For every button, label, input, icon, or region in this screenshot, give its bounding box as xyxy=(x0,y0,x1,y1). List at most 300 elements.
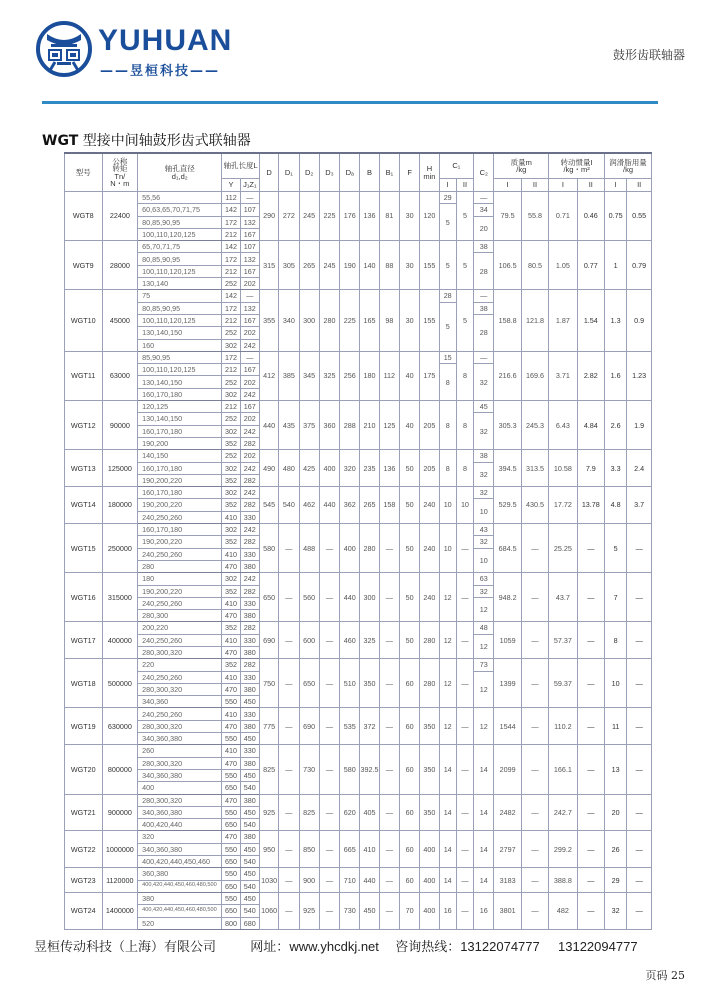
torque-cell: 125000 xyxy=(102,450,138,487)
cell-f: 30 xyxy=(399,290,419,351)
length-j-cell: 242 xyxy=(240,339,259,351)
length-j-cell: 242 xyxy=(240,425,259,437)
length-y-cell: 112 xyxy=(222,192,240,204)
length-j-cell: 242 xyxy=(240,573,259,585)
bore-cell: 180 xyxy=(138,573,222,585)
length-y-cell: 470 xyxy=(222,720,240,732)
length-j-cell: 380 xyxy=(240,560,259,572)
bore-cell: 520 xyxy=(138,917,222,929)
length-j-cell: 202 xyxy=(240,327,259,339)
inertia-ii-cell: 2.82 xyxy=(577,351,604,400)
inertia-i-cell: 166.1 xyxy=(549,745,577,794)
bore-cell: 160,170,180 xyxy=(138,524,222,536)
mass-i-cell: 948.2 xyxy=(494,573,521,622)
bore-cell: 260 xyxy=(138,745,222,757)
c2-cell: 32 xyxy=(474,536,494,548)
cell-d1: — xyxy=(279,622,299,659)
c2-cell: 28 xyxy=(474,253,494,290)
cell-d2: 900 xyxy=(299,868,319,893)
c2-cell: 16 xyxy=(474,892,494,929)
bore-cell: 200,220 xyxy=(138,622,222,634)
inertia-i-cell: 17.72 xyxy=(549,487,577,524)
c2-cell: 12 xyxy=(474,671,494,708)
length-y-cell: 650 xyxy=(222,905,240,917)
table-row xyxy=(65,192,652,204)
length-y-cell: 550 xyxy=(222,733,240,745)
table-row xyxy=(65,450,652,462)
cell-da: 256 xyxy=(340,351,360,400)
length-y-cell: 302 xyxy=(222,487,240,499)
col-B1: B₁ xyxy=(379,153,399,192)
bore-cell: 320 xyxy=(138,831,222,843)
inertia-i-cell: 1.87 xyxy=(549,290,577,351)
model-cell: WGT19 xyxy=(65,708,103,745)
bore-cell: 160 xyxy=(138,339,222,351)
bore-cell: 340,360,380 xyxy=(138,843,222,855)
inertia-ii-cell: 0.46 xyxy=(577,192,604,241)
cell-b1: — xyxy=(379,794,399,831)
bore-cell: 100,110,120,125 xyxy=(138,265,222,277)
bore-cell: 280 xyxy=(138,560,222,572)
cell-b: 450 xyxy=(360,892,379,929)
col-model: 型号 xyxy=(65,153,103,192)
cell-h: 120 xyxy=(420,192,439,241)
length-j-cell: 167 xyxy=(240,314,259,326)
c1-ii-cell: — xyxy=(456,794,473,831)
model-cell: WGT14 xyxy=(65,487,103,524)
col-D2: D₂ xyxy=(299,153,319,192)
page-title xyxy=(42,130,251,150)
length-j-cell: 242 xyxy=(240,388,259,400)
bore-cell: 220 xyxy=(138,659,222,671)
length-j-cell: — xyxy=(240,290,259,302)
length-j-cell: 282 xyxy=(240,536,259,548)
cell-da: 400 xyxy=(340,524,360,573)
bore-cell: 340,360 xyxy=(138,696,222,708)
cell-d3: — xyxy=(319,659,339,708)
cell-f: 60 xyxy=(399,868,419,893)
cell-b: 410 xyxy=(360,831,379,868)
length-j-cell: 540 xyxy=(240,856,259,868)
inertia-ii-cell: 0.77 xyxy=(577,241,604,290)
col-inertia-ii: II xyxy=(577,179,604,192)
cell-da: 440 xyxy=(340,573,360,622)
length-j-cell: 540 xyxy=(240,819,259,831)
grease-i-cell: 8 xyxy=(605,622,627,659)
col-grease-ii: II xyxy=(627,179,652,192)
length-y-cell: 650 xyxy=(222,819,240,831)
length-y-cell: 550 xyxy=(222,892,240,904)
cell-d2: 375 xyxy=(299,401,319,450)
length-j-cell: 450 xyxy=(240,843,259,855)
mass-i-cell: 305.3 xyxy=(494,401,521,450)
col-length-j: J₁Z₁ xyxy=(240,179,259,192)
cell-b1: 88 xyxy=(379,241,399,290)
c1-ii-cell: 5 xyxy=(456,241,473,290)
c2-cell: 32 xyxy=(474,413,494,450)
bore-cell: 100,110,120,125 xyxy=(138,228,222,240)
mass-i-cell: 2797 xyxy=(494,831,521,868)
grease-ii-cell: — xyxy=(627,659,652,708)
bore-cell: 240,250,260 xyxy=(138,597,222,609)
cell-d1: — xyxy=(279,708,299,745)
cell-d1: 385 xyxy=(279,351,299,400)
cell-b1: — xyxy=(379,708,399,745)
mass-i-cell: 216.6 xyxy=(494,351,521,400)
cell-d2: 730 xyxy=(299,745,319,794)
cell-b1: — xyxy=(379,524,399,573)
bore-cell: 80,85,90,95 xyxy=(138,302,222,314)
mass-ii-cell: — xyxy=(521,831,548,868)
cell-h: 400 xyxy=(420,868,439,893)
spec-table-body xyxy=(65,192,652,930)
length-j-cell: 282 xyxy=(240,474,259,486)
length-j-cell: 380 xyxy=(240,794,259,806)
cell-d: 650 xyxy=(259,573,278,622)
inertia-ii-cell: — xyxy=(577,745,604,794)
cell-d1: — xyxy=(279,524,299,573)
cell-d: 1030 xyxy=(259,868,278,893)
grease-ii-cell: 0.55 xyxy=(627,192,652,241)
length-y-cell: 470 xyxy=(222,831,240,843)
grease-i-cell: 1.3 xyxy=(605,290,627,351)
bore-cell: 140,150 xyxy=(138,450,222,462)
cell-f: 70 xyxy=(399,892,419,929)
length-y-cell: 302 xyxy=(222,339,240,351)
length-y-cell: 302 xyxy=(222,425,240,437)
cell-d3: — xyxy=(319,794,339,831)
inertia-ii-cell: 4.84 xyxy=(577,401,604,450)
bore-cell: 130,140,150 xyxy=(138,376,222,388)
spec-table xyxy=(64,152,652,930)
c1-i-cell: 12 xyxy=(439,708,456,745)
length-y-cell: 172 xyxy=(222,302,240,314)
cell-d2: 300 xyxy=(299,290,319,351)
bore-cell: 340,360,380 xyxy=(138,806,222,818)
cell-d: 355 xyxy=(259,290,278,351)
grease-i-cell: 20 xyxy=(605,794,627,831)
length-j-cell: 242 xyxy=(240,487,259,499)
length-j-cell: 450 xyxy=(240,806,259,818)
cell-f: 30 xyxy=(399,241,419,290)
cell-d: 290 xyxy=(259,192,278,241)
length-y-cell: 352 xyxy=(222,499,240,511)
grease-i-cell: 29 xyxy=(605,868,627,893)
c1-i-cell: 8 xyxy=(439,450,456,487)
bore-cell: 400 xyxy=(138,782,222,794)
length-j-cell: 167 xyxy=(240,228,259,240)
cell-f: 60 xyxy=(399,659,419,708)
bore-cell: 240,250,260 xyxy=(138,634,222,646)
table-row xyxy=(65,241,652,253)
length-y-cell: 212 xyxy=(222,364,240,376)
grease-ii-cell: — xyxy=(627,745,652,794)
c2-cell: 10 xyxy=(474,499,494,524)
inertia-i-cell: 482 xyxy=(549,892,577,929)
table-row xyxy=(65,794,652,806)
cell-h: 155 xyxy=(420,290,439,351)
length-y-cell: 550 xyxy=(222,806,240,818)
cell-d1: — xyxy=(279,745,299,794)
cell-b1: 125 xyxy=(379,401,399,450)
length-y-cell: 470 xyxy=(222,794,240,806)
c2-cell: 14 xyxy=(474,868,494,893)
c2-cell: 20 xyxy=(474,216,494,241)
mass-i-cell: 684.5 xyxy=(494,524,521,573)
c1-i-top-cell: 28 xyxy=(439,290,456,302)
length-y-cell: 550 xyxy=(222,843,240,855)
length-y-cell: 550 xyxy=(222,696,240,708)
length-y-cell: 410 xyxy=(222,548,240,560)
cell-b1: 158 xyxy=(379,487,399,524)
length-j-cell: 202 xyxy=(240,278,259,290)
mass-i-cell: 158.8 xyxy=(494,290,521,351)
cell-f: 50 xyxy=(399,524,419,573)
c1-i-cell: 14 xyxy=(439,831,456,868)
mass-i-cell: 1544 xyxy=(494,708,521,745)
cell-b: 180 xyxy=(360,351,379,400)
bore-cell: 65,70,71,75 xyxy=(138,241,222,253)
cell-f: 50 xyxy=(399,573,419,622)
cell-h: 280 xyxy=(420,622,439,659)
cell-d3: — xyxy=(319,868,339,893)
grease-i-cell: 1.6 xyxy=(605,351,627,400)
cell-f: 50 xyxy=(399,622,419,659)
length-y-cell: 252 xyxy=(222,327,240,339)
mass-i-cell: 394.5 xyxy=(494,450,521,487)
table-row xyxy=(65,708,652,720)
length-y-cell: 410 xyxy=(222,597,240,609)
title-prefix: WGT xyxy=(42,133,79,149)
length-j-cell: — xyxy=(240,192,259,204)
bore-cell: 160,170,180 xyxy=(138,388,222,400)
grease-ii-cell: 1.23 xyxy=(627,351,652,400)
torque-cell: 250000 xyxy=(102,524,138,573)
col-C2: C₂ xyxy=(474,153,494,192)
bore-cell: 240,250,260 xyxy=(138,511,222,523)
model-cell: WGT18 xyxy=(65,659,103,708)
c2-cell: 14 xyxy=(474,745,494,794)
cell-d3: — xyxy=(319,708,339,745)
cell-d1: 340 xyxy=(279,290,299,351)
c1-i-cell: 5 xyxy=(439,302,456,351)
cell-b1: — xyxy=(379,573,399,622)
col-grease: 润滑脂用量 /kg xyxy=(605,153,652,179)
inertia-i-cell: 43.7 xyxy=(549,573,577,622)
c2-cell: 34 xyxy=(474,204,494,216)
c1-i-top-cell: 29 xyxy=(439,192,456,204)
cell-d2: 560 xyxy=(299,573,319,622)
length-y-cell: 410 xyxy=(222,745,240,757)
cell-da: 730 xyxy=(340,892,360,929)
cell-d3: 245 xyxy=(319,241,339,290)
c1-i-cell: 12 xyxy=(439,573,456,622)
length-j-cell: 380 xyxy=(240,610,259,622)
cell-d2: 825 xyxy=(299,794,319,831)
c1-i-cell: 16 xyxy=(439,892,456,929)
inertia-ii-cell: 1.54 xyxy=(577,290,604,351)
length-y-cell: 142 xyxy=(222,290,240,302)
cell-b1: 112 xyxy=(379,351,399,400)
cell-b: 140 xyxy=(360,241,379,290)
grease-ii-cell: — xyxy=(627,831,652,868)
cell-d: 750 xyxy=(259,659,278,708)
cell-d3: — xyxy=(319,524,339,573)
c2-cell: 38 xyxy=(474,450,494,462)
c1-ii-cell: — xyxy=(456,573,473,622)
model-cell: WGT23 xyxy=(65,868,103,893)
length-j-cell: 450 xyxy=(240,892,259,904)
torque-cell: 1400000 xyxy=(102,892,138,929)
bore-cell: 280,300,320 xyxy=(138,720,222,732)
table-row xyxy=(65,290,652,302)
cell-da: 190 xyxy=(340,241,360,290)
c2-cell: 12 xyxy=(474,597,494,622)
cell-da: 320 xyxy=(340,450,360,487)
col-length: 轴孔长度L xyxy=(222,153,260,179)
inertia-ii-cell: 13.78 xyxy=(577,487,604,524)
c1-i-top-cell: 15 xyxy=(439,351,456,363)
c1-i-cell: 5 xyxy=(439,204,456,241)
grease-i-cell: 3.3 xyxy=(605,450,627,487)
cell-d1: — xyxy=(279,794,299,831)
page-header xyxy=(0,0,707,110)
cell-h: 205 xyxy=(420,450,439,487)
length-j-cell: 450 xyxy=(240,769,259,781)
cell-h: 240 xyxy=(420,524,439,573)
cell-h: 205 xyxy=(420,401,439,450)
cell-h: 280 xyxy=(420,659,439,708)
title-text: 型接中间轴鼓形齿式联轴器 xyxy=(78,133,251,149)
inertia-ii-cell: — xyxy=(577,573,604,622)
inertia-ii-cell: — xyxy=(577,868,604,893)
spec-table-container xyxy=(64,152,652,930)
cell-d: 950 xyxy=(259,831,278,868)
cell-d2: 488 xyxy=(299,524,319,573)
cell-b1: 81 xyxy=(379,192,399,241)
model-cell: WGT22 xyxy=(65,831,103,868)
bore-cell: 160,170,180 xyxy=(138,425,222,437)
website-link[interactable]: www.yhcdkj.net xyxy=(289,939,379,954)
mass-i-cell: 3801 xyxy=(494,892,521,929)
cell-f: 50 xyxy=(399,487,419,524)
cell-d3: — xyxy=(319,573,339,622)
bore-cell: 190,200,220 xyxy=(138,499,222,511)
table-row xyxy=(65,745,652,757)
mass-ii-cell: 313.5 xyxy=(521,450,548,487)
length-y-cell: 470 xyxy=(222,757,240,769)
cell-da: 225 xyxy=(340,290,360,351)
torque-cell: 800000 xyxy=(102,745,138,794)
torque-cell: 630000 xyxy=(102,708,138,745)
cell-b1: — xyxy=(379,892,399,929)
cell-d: 825 xyxy=(259,745,278,794)
cell-d3: 325 xyxy=(319,351,339,400)
torque-cell: 1000000 xyxy=(102,831,138,868)
brand-name-en: YUHUAN xyxy=(98,24,233,57)
length-j-cell: 282 xyxy=(240,622,259,634)
phone-1: 13122074777 xyxy=(460,939,540,954)
cell-d: 412 xyxy=(259,351,278,400)
grease-ii-cell: — xyxy=(627,794,652,831)
grease-i-cell: 0.75 xyxy=(605,192,627,241)
length-j-cell: 282 xyxy=(240,585,259,597)
mass-ii-cell: — xyxy=(521,794,548,831)
mass-i-cell: 2099 xyxy=(494,745,521,794)
col-D3: D₃ xyxy=(319,153,339,192)
length-y-cell: 172 xyxy=(222,351,240,363)
bore-cell: 240,250,260 xyxy=(138,671,222,683)
length-j-cell: 132 xyxy=(240,216,259,228)
length-j-cell: 330 xyxy=(240,708,259,720)
c2-cell: 28 xyxy=(474,314,494,351)
length-j-cell: 540 xyxy=(240,880,259,892)
cell-b1: — xyxy=(379,745,399,794)
torque-cell: 45000 xyxy=(102,290,138,351)
cell-b: 136 xyxy=(360,192,379,241)
length-y-cell: 550 xyxy=(222,868,240,880)
mass-ii-cell: 430.5 xyxy=(521,487,548,524)
length-j-cell: 107 xyxy=(240,204,259,216)
bore-cell: 240,250,260 xyxy=(138,708,222,720)
grease-ii-cell: 1.9 xyxy=(627,401,652,450)
bore-cell: 400,420,440,450,460,480,500 xyxy=(138,905,222,917)
cell-h: 400 xyxy=(420,831,439,868)
header-category: 鼓形齿联轴器 xyxy=(612,48,685,62)
mass-i-cell: 2482 xyxy=(494,794,521,831)
inertia-i-cell: 10.58 xyxy=(549,450,577,487)
mass-ii-cell: — xyxy=(521,892,548,929)
col-D: D xyxy=(259,153,278,192)
c1-i-cell: 8 xyxy=(439,364,456,401)
cell-da: 710 xyxy=(340,868,360,893)
phone-2: 13122094777 xyxy=(558,939,638,954)
length-y-cell: 550 xyxy=(222,769,240,781)
cell-h: 240 xyxy=(420,573,439,622)
length-j-cell: 132 xyxy=(240,253,259,265)
inertia-i-cell: 3.71 xyxy=(549,351,577,400)
length-y-cell: 302 xyxy=(222,573,240,585)
inertia-i-cell: 110.2 xyxy=(549,708,577,745)
bore-cell: 340,360,380 xyxy=(138,733,222,745)
inertia-i-cell: 25.25 xyxy=(549,524,577,573)
mass-ii-cell: 169.6 xyxy=(521,351,548,400)
table-row xyxy=(65,487,652,499)
col-torque: 公称 转矩 Tn/ N・m xyxy=(102,153,138,192)
mass-i-cell: 106.5 xyxy=(494,241,521,290)
model-cell: WGT21 xyxy=(65,794,103,831)
length-y-cell: 470 xyxy=(222,560,240,572)
cell-b1: — xyxy=(379,831,399,868)
cell-h: 350 xyxy=(420,708,439,745)
inertia-ii-cell: — xyxy=(577,831,604,868)
bore-cell: 400,420,440 xyxy=(138,819,222,831)
c1-i-cell: 8 xyxy=(439,401,456,450)
grease-i-cell: 11 xyxy=(605,708,627,745)
cell-d: 1060 xyxy=(259,892,278,929)
cell-d1: — xyxy=(279,573,299,622)
mass-ii-cell: 80.5 xyxy=(521,241,548,290)
model-cell: WGT15 xyxy=(65,524,103,573)
c1-ii-cell: 5 xyxy=(456,290,473,351)
c2-cell: 12 xyxy=(474,708,494,745)
grease-ii-cell: — xyxy=(627,708,652,745)
length-y-cell: 650 xyxy=(222,856,240,868)
col-inertia-i: I xyxy=(549,179,577,192)
cell-d3: — xyxy=(319,892,339,929)
grease-i-cell: 10 xyxy=(605,659,627,708)
cell-h: 155 xyxy=(420,241,439,290)
